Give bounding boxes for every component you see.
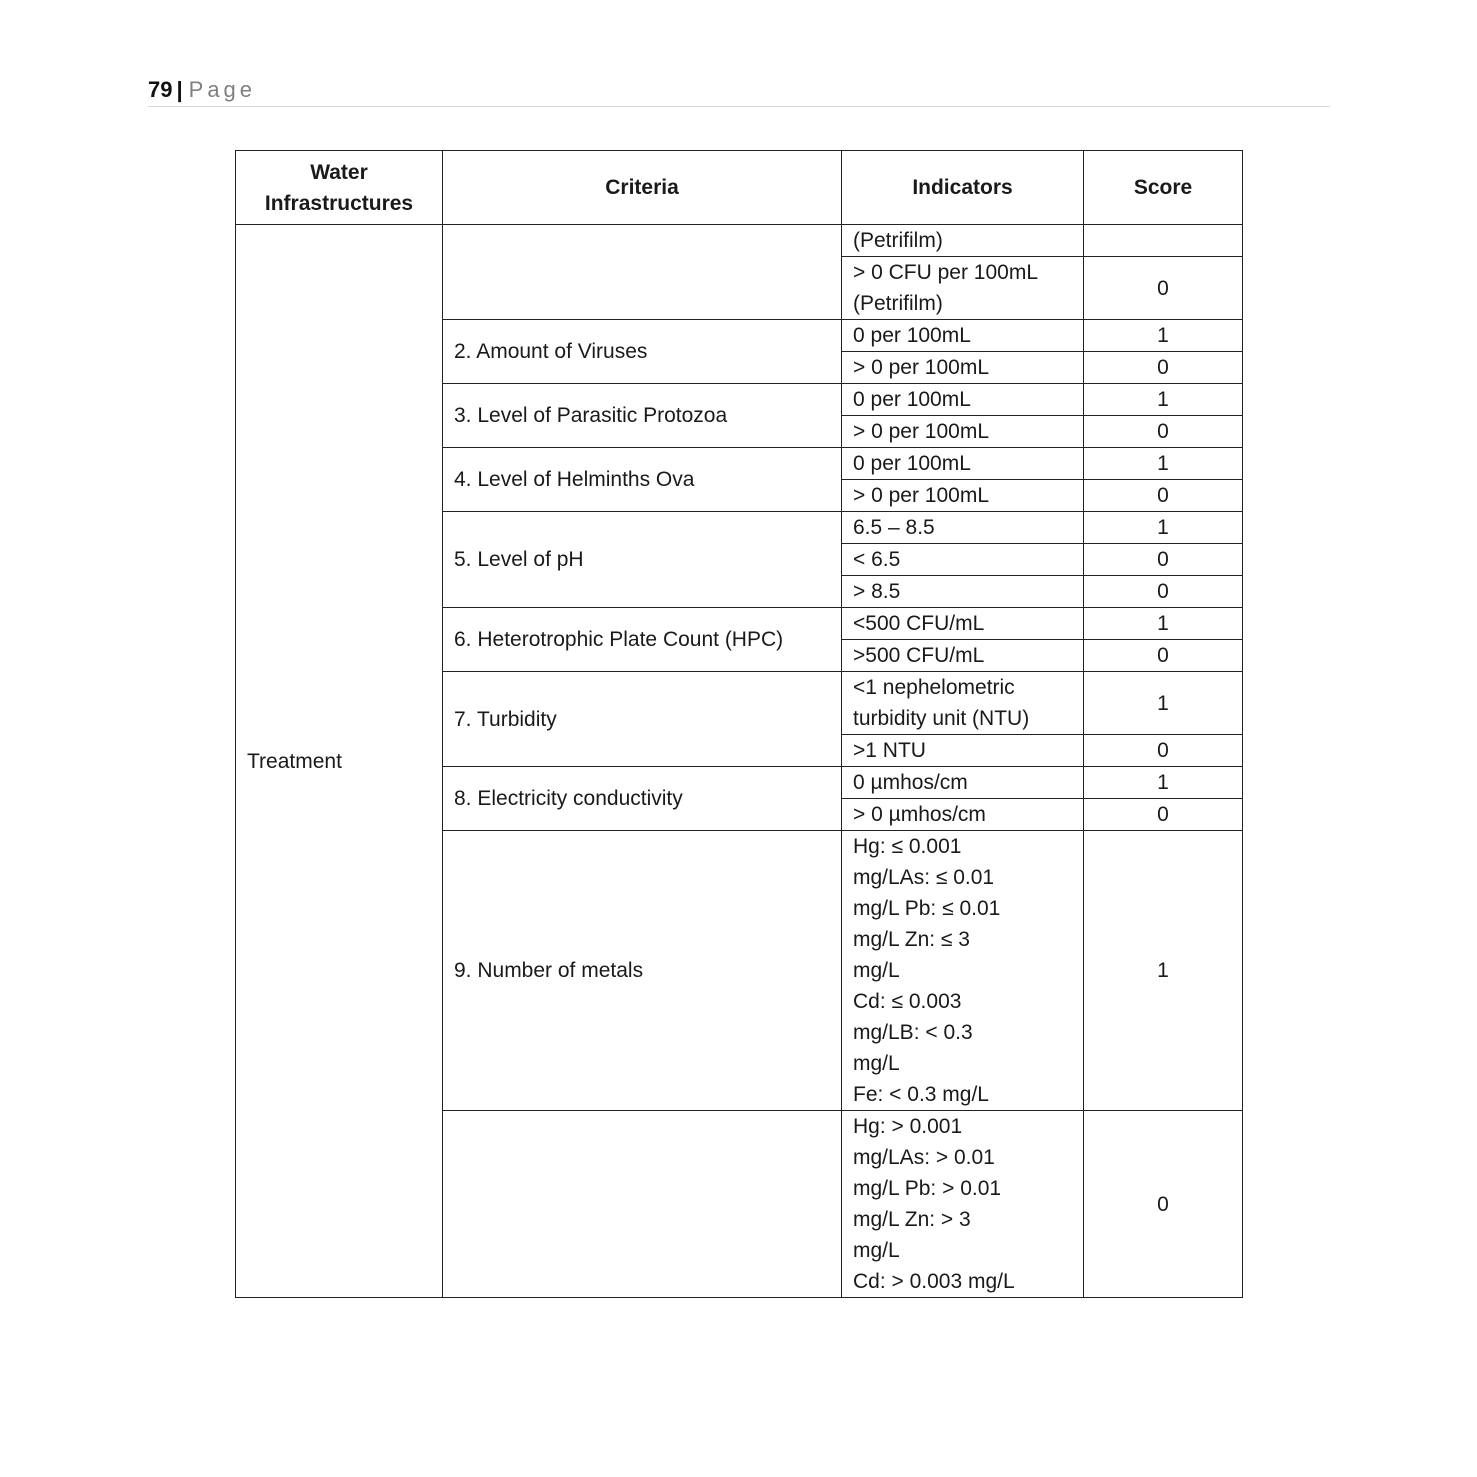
indicator-line: (Petrifilm)	[853, 292, 943, 315]
header-water-line1: Water	[310, 160, 368, 184]
criteria-level-of-ph: 5. Level of pH	[443, 512, 842, 608]
criteria-parasitic-protozoa: 3. Level of Parasitic Protozoa	[443, 384, 842, 448]
indicator-cell: <500 CFU/mL	[842, 608, 1084, 640]
score-cell: 1	[1084, 767, 1243, 799]
indicator-line: Fe: < 0.3 mg/L	[853, 1083, 989, 1106]
indicator-cell	[842, 257, 1084, 320]
score-cell: 1	[1084, 512, 1243, 544]
score-cell: 0	[1084, 352, 1243, 384]
indicator-cell: >500 CFU/mL	[842, 640, 1084, 672]
criteria-cell-empty	[443, 225, 842, 320]
indicator-line: Hg: > 0.001	[853, 1115, 963, 1138]
indicator-line: mg/LAs: ≤ 0.01	[853, 866, 995, 889]
table-header-row	[236, 151, 1243, 225]
indicator-line: mg/L Zn: > 3	[853, 1208, 971, 1231]
criteria-number-of-metals: 9. Number of metals	[443, 831, 842, 1111]
score-cell: 0	[1084, 257, 1243, 320]
criteria-amount-of-viruses: 2. Amount of Viruses	[443, 320, 842, 384]
water-infrastructure-cell: Treatment	[236, 225, 443, 1298]
indicator-cell: 0 µmhos/cm	[842, 767, 1084, 799]
score-cell: 0	[1084, 480, 1243, 512]
indicator-cell: > 0 µmhos/cm	[842, 799, 1084, 831]
criteria-turbidity: 7. Turbidity	[443, 672, 842, 767]
page-number: 79	[148, 77, 173, 102]
criteria-cell-empty	[443, 1111, 842, 1298]
header-water-line2: Infrastructures	[264, 191, 414, 215]
indicator-cell	[842, 831, 1084, 1111]
indicator-line: Hg: ≤ 0.001	[853, 835, 962, 858]
indicator-line: mg/L Pb: ≤ 0.01	[853, 897, 1001, 920]
indicator-cell: 0 per 100mL	[842, 448, 1084, 480]
score-cell: 0	[1084, 799, 1243, 831]
page-header	[148, 76, 1330, 107]
header-criteria: Criteria	[443, 151, 842, 225]
indicator-line: mg/LB: < 0.3	[853, 1021, 973, 1044]
indicator-line: > 0 CFU per 100mL	[853, 261, 1039, 284]
indicator-cell: > 8.5	[842, 576, 1084, 608]
indicator-cell: > 0 per 100mL	[842, 480, 1084, 512]
indicator-cell	[842, 672, 1084, 735]
header-score: Score	[1084, 151, 1243, 225]
indicator-line: <1 nephelometric	[853, 676, 1015, 699]
criteria-hpc: 6. Heterotrophic Plate Count (HPC)	[443, 608, 842, 672]
indicator-cell: 6.5 – 8.5	[842, 512, 1084, 544]
indicator-line: mg/L	[853, 1052, 900, 1075]
page-word: Page	[188, 77, 257, 102]
table-row	[236, 225, 1243, 257]
indicator-cell: 0 per 100mL	[842, 384, 1084, 416]
score-cell: 0	[1084, 1111, 1243, 1298]
criteria-electricity-conductivity: 8. Electricity conductivity	[443, 767, 842, 831]
indicator-cell: > 0 per 100mL	[842, 416, 1084, 448]
indicator-cell: 0 per 100mL	[842, 320, 1084, 352]
criteria-helminths-ova: 4. Level of Helminths Ova	[443, 448, 842, 512]
score-cell: 0	[1084, 735, 1243, 767]
indicator-line: Cd: > 0.003 mg/L	[853, 1270, 1015, 1293]
indicator-line: mg/L	[853, 1239, 900, 1262]
score-cell: 1	[1084, 448, 1243, 480]
indicator-line: mg/LAs: > 0.01	[853, 1146, 995, 1169]
score-cell: 0	[1084, 416, 1243, 448]
indicator-line: turbidity unit (NTU)	[853, 707, 1030, 730]
score-cell	[1084, 225, 1243, 257]
score-cell: 0	[1084, 640, 1243, 672]
indicator-line: mg/L	[853, 959, 900, 982]
indicator-cell: > 0 per 100mL	[842, 352, 1084, 384]
indicator-cell: (Petrifilm)	[842, 225, 1084, 257]
page-separator: |	[176, 77, 183, 102]
indicator-line: mg/L Zn: ≤ 3	[853, 928, 970, 951]
score-cell: 0	[1084, 544, 1243, 576]
score-cell: 1	[1084, 831, 1243, 1111]
header-indicators: Indicators	[842, 151, 1084, 225]
indicator-line: Cd: ≤ 0.003	[853, 990, 962, 1013]
indicator-line: mg/L Pb: > 0.01	[853, 1177, 1002, 1200]
score-cell: 1	[1084, 608, 1243, 640]
indicator-cell: >1 NTU	[842, 735, 1084, 767]
indicator-cell	[842, 1111, 1084, 1298]
header-water-infrastructures	[236, 151, 443, 225]
score-cell: 1	[1084, 672, 1243, 735]
score-cell: 1	[1084, 384, 1243, 416]
score-cell: 1	[1084, 320, 1243, 352]
indicator-cell: < 6.5	[842, 544, 1084, 576]
scoring-table	[235, 150, 1243, 1298]
score-cell: 0	[1084, 576, 1243, 608]
